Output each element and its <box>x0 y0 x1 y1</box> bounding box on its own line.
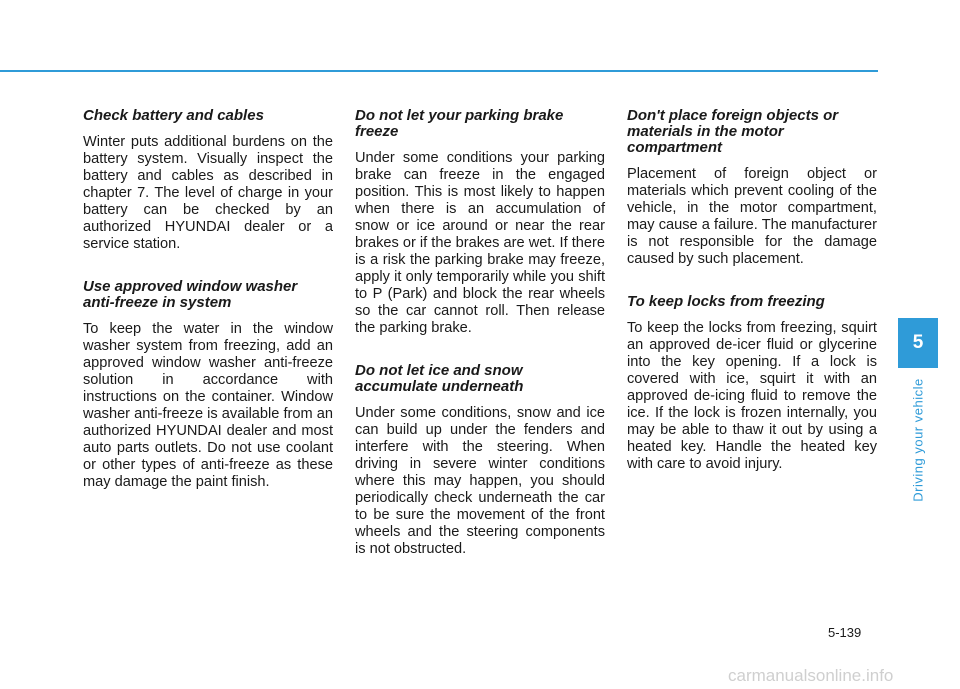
section-body: To keep the water in the window washer system from freezing, add an approved window washer anti-freeze solution in accordance with instructions on the container. Window washer anti-freeze is available from an authorized HYUNDAI dealer and most auto parts outlets. Do not use coolant or other types of anti-freeze as these may damage the paint finish. <box>83 321 333 490</box>
section-body: Placement of foreign object or materials which prevent cooling of the vehicle, in the motor compartment, may cause a failure. The manufacturer is not responsible for the damage caused by such placement. <box>627 166 877 267</box>
section-heading: Use approved window washer anti-freeze in system <box>83 278 298 311</box>
section-washer-antifreeze <box>83 279 333 491</box>
section-body: Under some conditions your parking brake can freeze in the engaged position. This is most likely to happen when there is an accumulation of snow or ice around or near the rear brakes or if the brakes are wet. If there is a risk the parking brake may freeze, apply it only temporarily while you shift to P (Park) and block the rear wheels so the car cannot roll. Then release the parking brake. <box>355 150 605 336</box>
watermark-text: carmanualsonline.info <box>728 666 894 685</box>
section-heading: To keep locks from freezing <box>627 293 825 310</box>
section-heading: Don't place foreign objects or materials in the motor compartment <box>627 107 839 156</box>
section-heading: Check battery and cables <box>83 107 264 124</box>
section-body: Under some conditions, snow and ice can build up under the fenders and interfere with the steering. When driving in severe winter conditions where this may happen, you should periodically check underneath the car to be sure the movement of the front wheels and the steering components is not obstructed. <box>355 405 605 557</box>
section-ice-snow <box>355 363 605 558</box>
section-body: Winter puts additional burdens on the battery system. Visually inspect the battery and cables as described in chapter 7. The level of charge in your battery can be checked by an authorized HYUNDAI dealer or a service station. <box>83 134 333 252</box>
section-heading: Do not let your parking brake freeze <box>355 107 564 140</box>
chapter-number-tab: 5 <box>898 318 938 368</box>
section-foreign-objects <box>627 108 877 268</box>
section-heading: Do not let ice and snow accumulate underneath <box>355 362 524 395</box>
column-2 <box>355 108 605 584</box>
section-body: To keep the locks from freezing, squirt an approved de-icer fluid or glycerine into the key opening. If a lock is covered with ice, squirt it with an approved de-icing fluid to remove the ice. If the lock is frozen internally, you may be able to thaw it out by using a heated key. Handle the heated key with care to avoid injury. <box>627 320 877 472</box>
chapter-label: Driving your vehicle <box>910 378 926 502</box>
section-check-battery <box>83 108 333 253</box>
section-parking-brake <box>355 108 605 337</box>
column-3 <box>627 108 877 499</box>
column-1 <box>83 108 333 517</box>
page-number: 5-139 <box>828 625 862 640</box>
section-locks-freezing <box>627 294 877 473</box>
top-rule <box>0 70 878 72</box>
